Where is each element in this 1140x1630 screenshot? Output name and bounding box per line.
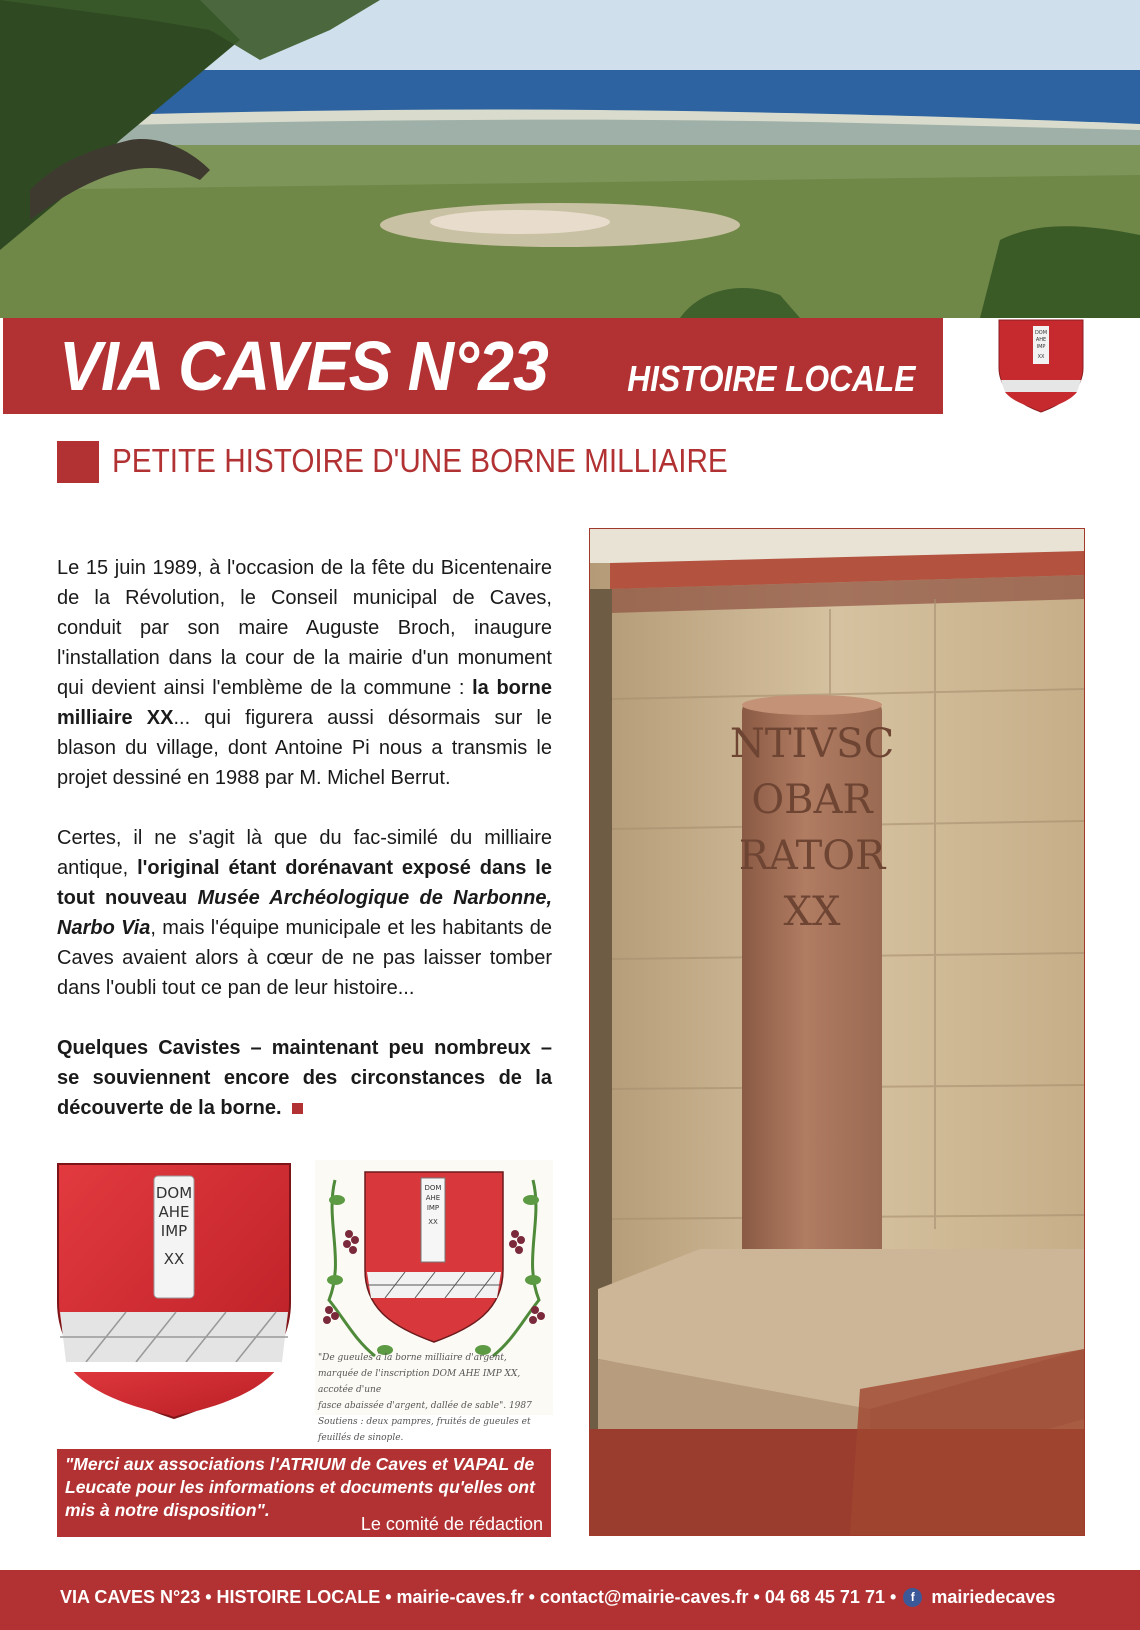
milestone-photo	[589, 528, 1085, 1536]
article-body	[57, 553, 552, 1153]
caption-line-4: Soutiens : deux pampres, fruités de gueules et feuillés de sinople.	[318, 1417, 531, 1443]
footer-contact-text: VIA CAVES N°23 • HISTOIRE LOCALE • mairie-caves.fr • contact@mairie-caves.fr • 04 68 45 71 71 •	[60, 1587, 897, 1607]
p2-bold: l'original étant dorénavant exposé dans le tout nouveau	[57, 857, 552, 909]
magazine-title: VIA CAVES N°23	[59, 327, 548, 405]
credits-box	[57, 1449, 551, 1537]
credits-quote: "Merci aux associations l'ATRIUM de Caves et VAPAL de Leucate pour les informations et documents qu'elles ont mis à notre disposition".	[65, 1454, 535, 1520]
article-subheading: PETITE HISTOIRE D'UNE BORNE MILLIAIRE	[112, 442, 728, 479]
village-crest-small	[997, 318, 1085, 414]
end-of-article-mark	[292, 1103, 303, 1114]
inscription-line-4: XX	[783, 889, 841, 935]
village-crest-large	[56, 1162, 292, 1420]
caption-line-3: fasce abaissée d'argent, dallée de sable". 1987	[318, 1401, 532, 1411]
crest-small-line4: XX	[1037, 354, 1045, 360]
inscription-line-2: OBAR	[751, 777, 873, 823]
inscription-line-3: RATOR	[738, 833, 886, 879]
paragraph-1	[57, 553, 552, 793]
credits-signature: Le comité de rédaction	[360, 1514, 543, 1534]
drawing-crest-line1: DOM	[424, 1184, 442, 1192]
p1-text-a: Le 15 juin 1989, à l'occasion de la fête du Bicentenaire de la Révolution, le Conseil municipal de Caves, conduit par son maire Auguste Broch, inaugure l'installation dans la cour de la mairie d'un monument qui devient ainsi l'emblème de la commune :	[57, 557, 552, 699]
p1-text-b: ... qui figurera aussi désormais sur le blason du village, dont Antoine Pi nous a transmis le projet dessiné en 1988 par M. Michel Berrut.	[57, 707, 552, 789]
drawing-crest-line3: IMP	[426, 1204, 440, 1212]
footer-bar	[0, 1570, 1140, 1630]
crest-small-line3: IMP	[1036, 344, 1046, 350]
p2-text-b: , mais l'équipe municipale et les habitants de Caves avaient alors à cœur de ne pas laisser tomber dans l'oubli tout ce pan de leur histoire...	[57, 917, 552, 999]
facebook-handle-link[interactable]: mairiedecaves	[931, 1587, 1056, 1607]
drawing-crest-line4: XX	[428, 1218, 438, 1226]
caption-line-1: "De gueules à la borne milliaire d'argent,	[318, 1353, 507, 1363]
header-banner	[3, 318, 943, 414]
caption-line-2: marquée de l'inscription DOM AHE IMP XX, accotée d'une	[318, 1369, 521, 1395]
p3-bold: Quelques Cavistes – maintenant peu nombreux – se souviennent encore des circonstances de la découverte de la borne.	[57, 1037, 552, 1119]
p2-text-a: Certes, il ne s'agit là que du fac-similé du milliaire antique,	[57, 827, 552, 879]
footer-text	[60, 1587, 1055, 1609]
drawing-crest-line2: AHE	[425, 1194, 441, 1202]
facebook-icon[interactable]: f	[903, 1588, 922, 1607]
crest-small-line2: AHE	[1035, 337, 1047, 343]
paragraph-3	[57, 1033, 552, 1123]
subheading-marker	[57, 441, 99, 483]
drawing-caption	[318, 1350, 550, 1446]
crest-big-line2: AHE	[158, 1203, 190, 1221]
p2-bold-italic: Musée Archéologique de Narbonne, Narbo Via	[57, 887, 553, 939]
crest-big-line3: IMP	[160, 1222, 188, 1240]
crest-big-line4: XX	[163, 1250, 185, 1268]
crest-big-line1: DOM	[155, 1184, 193, 1202]
crest-small-line1: DOM	[1034, 330, 1048, 336]
section-label: HISTOIRE LOCALE	[626, 358, 915, 399]
p1-bold: la borne milliaire XX	[57, 677, 552, 729]
inscription-line-1: NTIVSC	[729, 721, 895, 767]
hero-landscape-photo	[0, 0, 1140, 318]
paragraph-2	[57, 823, 552, 1003]
